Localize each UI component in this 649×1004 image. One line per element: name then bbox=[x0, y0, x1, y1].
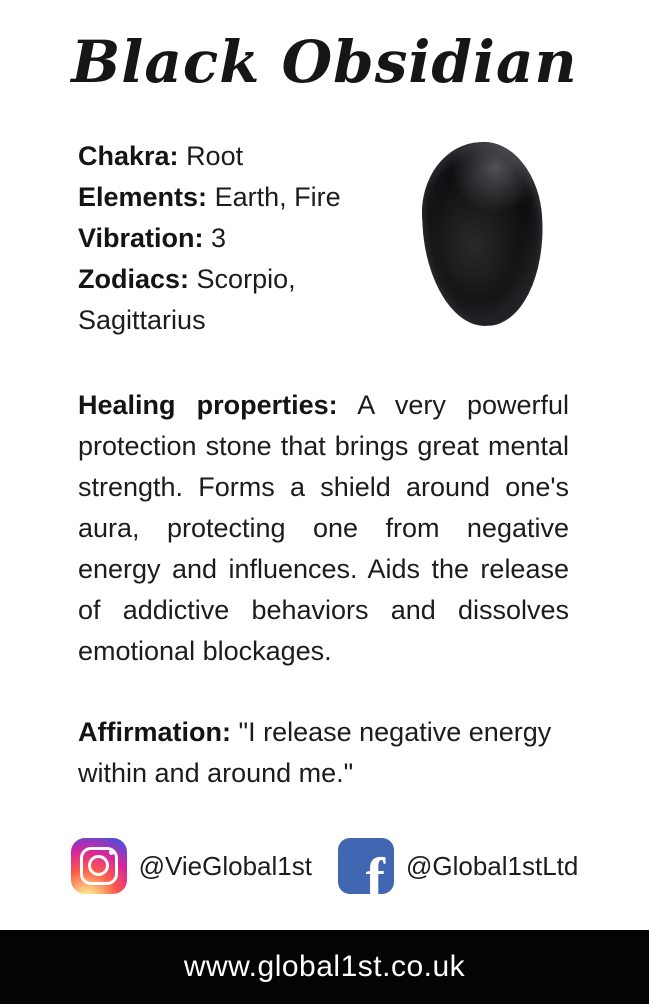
property-value: Root bbox=[186, 141, 244, 171]
property-chakra bbox=[78, 136, 416, 177]
instagram-link[interactable] bbox=[71, 838, 312, 894]
healing-properties-paragraph bbox=[78, 385, 569, 672]
property-label: Vibration: bbox=[78, 223, 204, 253]
properties-section bbox=[78, 136, 569, 341]
black-obsidian-stone-image bbox=[418, 139, 547, 329]
affirmation-text: "I release negative energy within and around me." bbox=[78, 717, 552, 788]
affirmation-label: Affirmation: bbox=[78, 717, 231, 747]
property-value: Scorpio, Sagittarius bbox=[78, 264, 296, 335]
instagram-handle: @VieGlobal1st bbox=[138, 850, 312, 881]
website-url[interactable]: www.global1st.co.uk bbox=[183, 950, 466, 983]
property-label: Chakra: bbox=[78, 141, 179, 171]
property-zodiacs bbox=[78, 259, 416, 341]
instagram-icon bbox=[71, 838, 127, 894]
instagram-lens-dot bbox=[109, 850, 114, 855]
property-value: Earth, Fire bbox=[214, 182, 341, 212]
property-label: Elements: bbox=[78, 182, 208, 212]
properties-list bbox=[78, 136, 416, 341]
healing-properties-text: A very powerful protection stone that brings great mental strength. Forms a shield around one's aura, protecting one from negative energy and influences. Aids the release of addictive behaviors and dissolves emotional blockages. bbox=[78, 390, 570, 666]
facebook-handle: @Global1stLtd bbox=[405, 850, 579, 881]
footer-bar bbox=[0, 930, 649, 1004]
facebook-link[interactable] bbox=[338, 838, 578, 894]
affirmation-paragraph bbox=[78, 712, 569, 794]
property-vibration bbox=[78, 218, 416, 259]
property-elements bbox=[78, 177, 416, 218]
property-value: 3 bbox=[211, 223, 227, 253]
stone-photo-container bbox=[423, 136, 553, 326]
social-row bbox=[0, 838, 649, 894]
property-label: Zodiacs: bbox=[78, 264, 190, 294]
healing-properties-label: Healing properties: bbox=[78, 390, 338, 420]
facebook-icon bbox=[338, 838, 394, 894]
page-title: Black Obsidian bbox=[71, 28, 578, 96]
